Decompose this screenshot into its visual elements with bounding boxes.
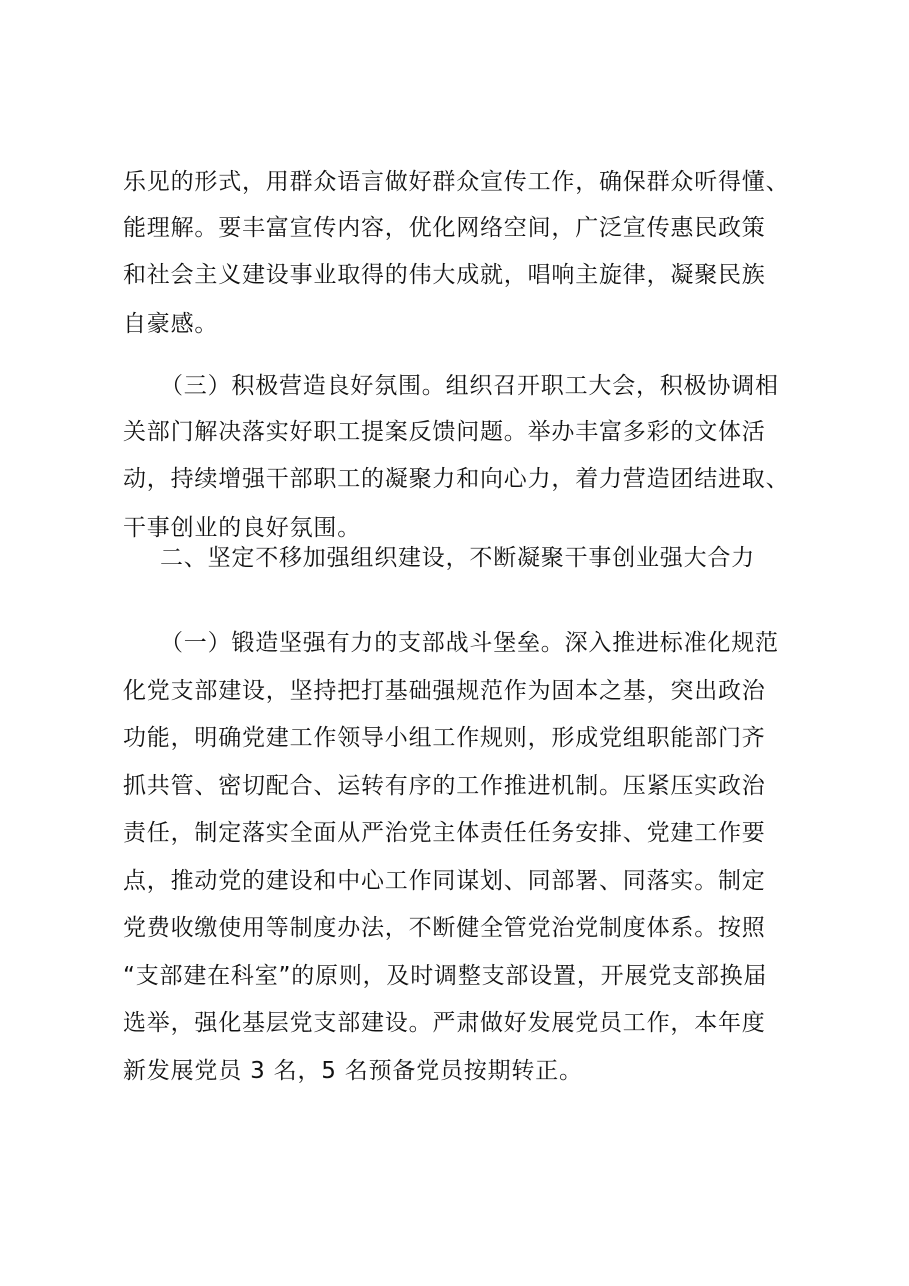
paragraph-4-line-7: 党费收缴使用等制度办法，不断健全管党治党制度体系。按照 [123,915,766,941]
paragraph-4-line-4: 抓共管、密切配合、运转有序的工作推进机制。压紧压实政治 [123,773,766,799]
section-heading: 二、坚定不移加强组织建设，不断凝聚干事创业强大合力 [160,545,755,571]
paragraph-4-line-8: “支部建在科室”的原则，及时调整支部设置，开展党支部换届 [123,963,768,989]
paragraph-2-line-2: 关部门解决落实好职工提案反馈问题。举办丰富多彩的文体活 [123,419,766,445]
paragraph-2-line-1: （三）积极营造良好氛围。组织召开职工大会，积极协调相 [160,373,779,399]
paragraph-1-line-1: 乐见的形式，用群众语言做好群众宣传工作，确保群众听得懂、 [123,169,790,195]
paragraph-1-line-3: 和社会主义建设事业取得的伟大成就，唱响主旋律，凝聚民族 [123,262,766,288]
paragraph-1-line-4: 自豪感。 [123,311,219,337]
paragraph-2-line-3: 动，持续增强干部职工的凝聚力和向心力，着力营造团结进取、 [123,466,790,492]
paragraph-4-line-5: 责任，制定落实全面从严治党主体责任任务安排、党建工作要 [123,820,766,846]
paragraph-4-line-9: 选举，强化基层党支部建设。严肃做好发展党员工作，本年度 [123,1010,766,1036]
paragraph-4-line-3: 功能，明确党建工作领导小组工作规则，形成党组职能部门齐 [123,725,766,751]
paragraph-1-line-2: 能理解。要丰富宣传内容，优化网络空间，广泛宣传惠民政策 [123,215,766,241]
paragraph-2-line-4: 干事创业的良好氛围。 [123,515,361,541]
paragraph-4-line-10: 新发展党员 3 名，5 名预备党员按期转正。 [123,1058,583,1084]
paragraph-4-line-1: （一）锻造坚强有力的支部战斗堡垒。深入推进标准化规范 [160,630,779,656]
paragraph-4-line-2: 化党支部建设，坚持把打基础强规范作为固本之基，突出政治 [123,678,766,704]
paragraph-4-line-6: 点，推动党的建设和中心工作同谋划、同部署、同落实。制定 [123,868,766,894]
